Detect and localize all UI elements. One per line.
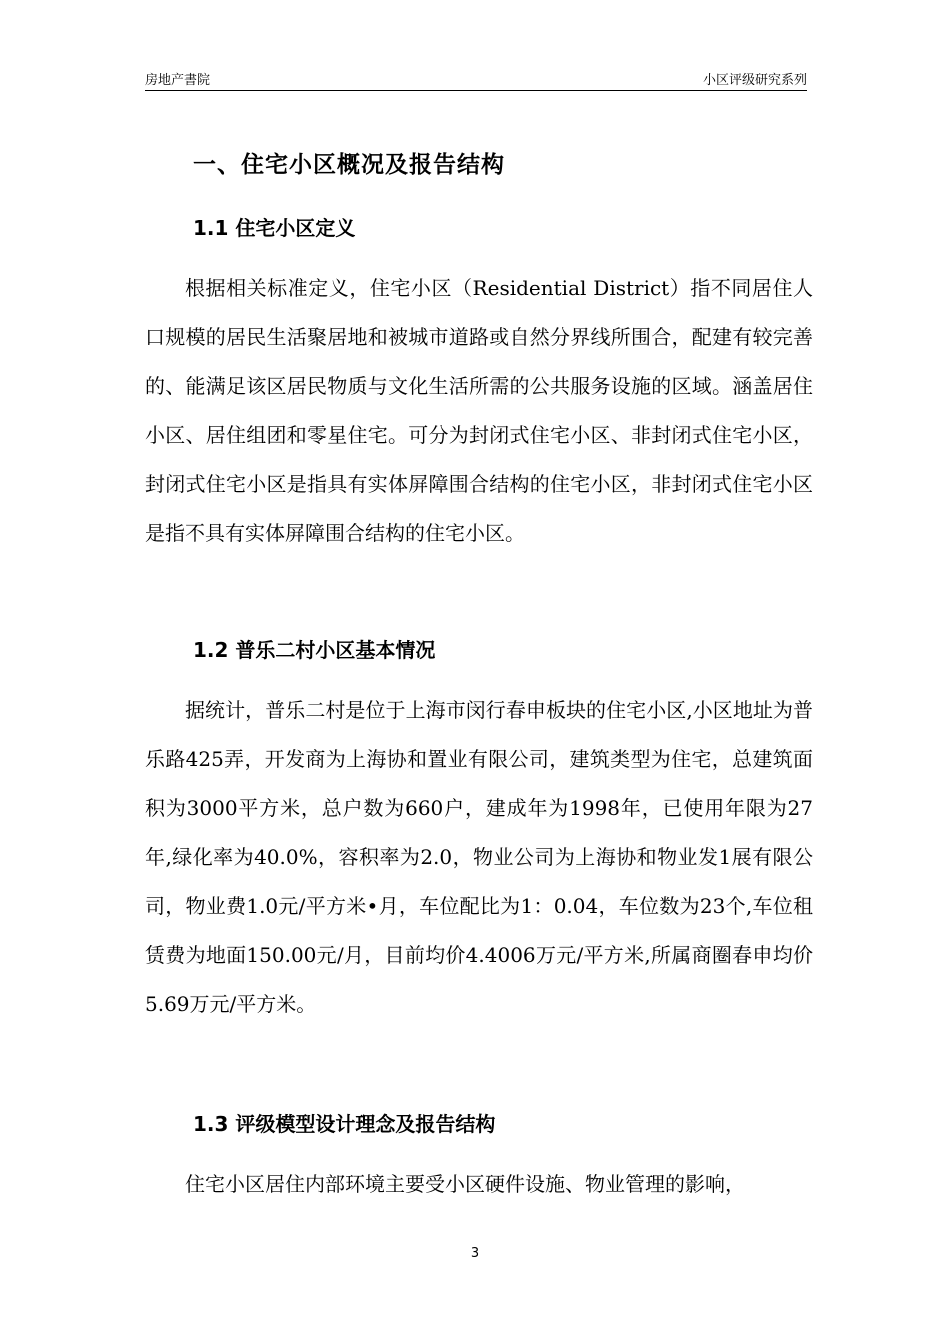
section-heading-1-3: 1.3 评级模型设计理念及报告结构 — [193, 1112, 496, 1136]
section-heading-1-2: 1.2 普乐二村小区基本情况 — [193, 638, 436, 662]
header-right-text: 小区评级研究系列 — [702, 73, 807, 88]
main-title: 一、住宅小区概况及报告结构 — [193, 152, 505, 178]
page-header — [145, 66, 807, 91]
paragraph-model-design: 住宅小区居住内部环境主要受小区硬件设施、物业管理的影响， — [185, 1172, 745, 1196]
section-heading-1-1: 1.1 住宅小区定义 — [193, 216, 356, 240]
header-left-text: 房地产書院 — [145, 73, 211, 88]
page-number: 3 — [470, 1246, 480, 1261]
paragraph-definition: 根据相关标准定义，住宅小区（Residential District）指不同居住人口规模的居民生活聚居地和被城市道路或自然分界线所围合，配建有较完善的、能满足该区居民物质与文化生活所需的公共服务设施的区域。涵盖居住小区、居住组团和零星住宅。可分为封闭式住宅小区、非封闭式住宅小区，封闭式住宅小区是指具有实体屏障围合结构的住宅小区，非封闭式住宅小区是指不具有实体屏障围合结构的住宅小区。 — [145, 276, 813, 545]
paragraph-basic-info: 据统计，普乐二村是位于上海市闵行春申板块的住宅小区,小区地址为普乐路425弄，开发商为上海协和置业有限公司，建筑类型为住宅，总建筑面积为3000平方米，总户数为660户，建成年为1998年，已使用年限为27年,绿化率为40.0%，容积率为2.0，物业公司为上海协和物业发1展有限公司，物业费1.0元/平方米•月，车位配比为1：0.04，车位数为23个,车位租赁费为地面150.00元/月，目前均价4.4006万元/平方米,所属商圈春申均价5.69万元/平方米。 — [145, 698, 813, 1016]
